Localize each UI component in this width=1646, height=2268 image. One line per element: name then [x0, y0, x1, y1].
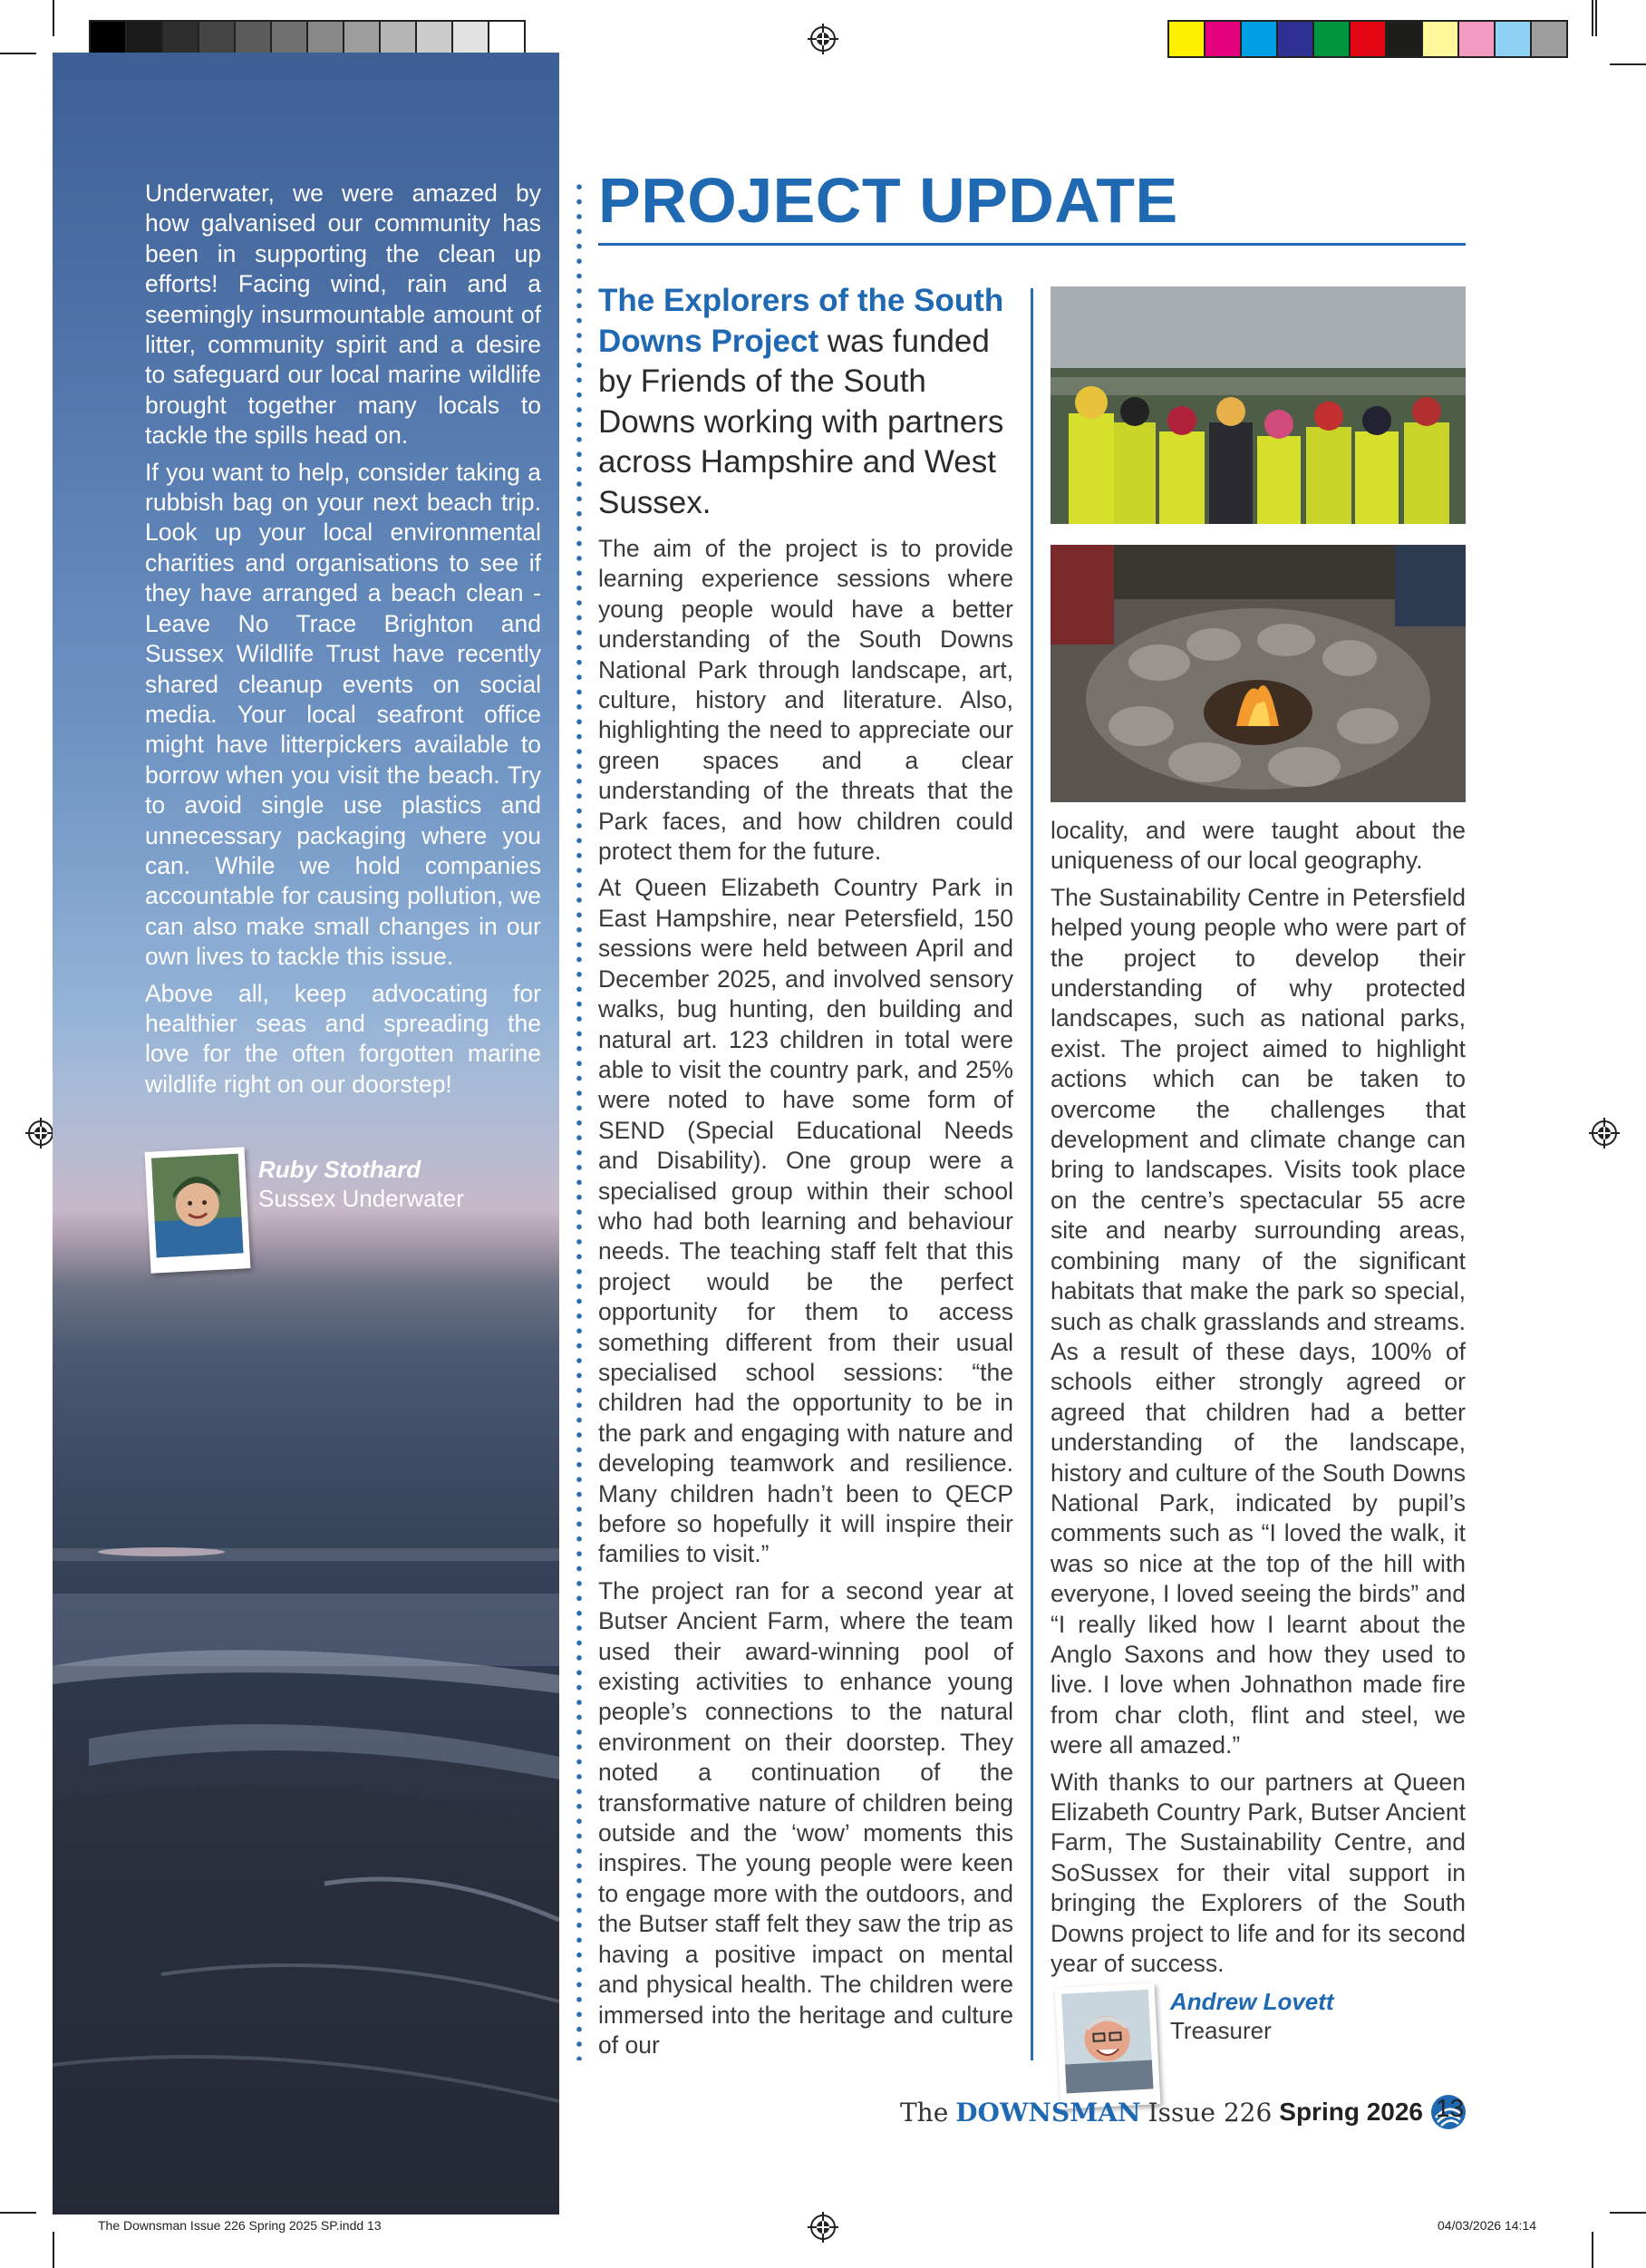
crop-mark-bl-h — [0, 2212, 36, 2214]
page-title: PROJECT UPDATE — [598, 165, 1178, 236]
crop-mark-tr-v2 — [1595, 0, 1597, 36]
color-swatch — [1240, 20, 1278, 58]
andrew-portrait-photo — [1061, 1990, 1154, 2094]
middle-column — [598, 281, 1013, 2067]
andrew-portrait-frame — [1055, 1983, 1161, 2110]
color-swatch — [1276, 20, 1314, 58]
body-paragraph: The project ran for a second year at Butser Ancient Farm, where the team used their award-winning pool of existing activities to enhance young people’s connections to the natural environment on their doorstep. They noted a continuation of the transformative nature of children being outside and the ‘wow’ moments this inspires. The young people were keen to engage more with the outdoors, and the Butser staff felt they saw the trip as having a positive impact on mental and physical health. The children were immersed into the heritage and culture of our — [598, 1576, 1013, 2059]
crop-mark-tr-h — [1610, 63, 1646, 65]
color-swatch — [1530, 20, 1568, 58]
registration-mark-right-icon — [1589, 1118, 1620, 1149]
page-footer — [900, 2094, 1467, 2130]
registration-mark-top-icon — [808, 24, 838, 54]
title-underline — [598, 243, 1466, 246]
ruby-author-role: Sussex Underwater — [258, 1185, 464, 1212]
color-swatch — [1204, 20, 1242, 58]
lead-paragraph — [598, 281, 1013, 523]
color-swatch — [1349, 20, 1387, 58]
color-swatch — [1167, 20, 1205, 58]
left-author-card — [148, 1149, 464, 1271]
right-column — [1051, 816, 1466, 2107]
page-number: 13 — [1436, 2094, 1465, 2122]
right-author-card — [1051, 1985, 1466, 2107]
body-paragraph: The aim of the project is to provide learning experience sessions where young people would have a better understanding of the South Downs National Park through landscape, art, culture, history and literature. Also, highlighting the need to appreciate our green spaces and a clear understanding of the threats that the Park faces, and how children could protect them for the future. — [598, 535, 1013, 866]
left-column-text — [145, 179, 541, 1106]
lead-highlight: The Explorers of the South Downs Project — [598, 283, 1004, 359]
crop-mark-br-v — [1592, 2232, 1593, 2268]
column-rule — [1031, 288, 1033, 2060]
color-swatch — [1312, 20, 1351, 58]
footer-brand: DOWNSMAN — [955, 2097, 1141, 2127]
body-paragraph: With thanks to our partners at Queen Elizabeth Country Park, Butser Ancient Farm, The Sustainability Centre, and SoSussex for their vital support in bringing the Explorers of the South Downs project to life and for its second year of success. — [1051, 1768, 1466, 1978]
crop-mark-bl-v — [53, 2232, 54, 2268]
left-paragraph: If you want to help, consider taking a rubbish bag on your next beach trip. Look up your local environmental charities and organisations to see if they have arranged a beach clean - Leave No Trace Brighton and Sussex Wildlife Trust have recently shared cleanup events on social media. Your local seafront office might have litterpickers available to borrow when you visit the beach. Try to avoid single use plastics and unnecessary packaging where you can. While we hold companies accountable for causing pollution, we can also make small changes in our own lives to tackle this issue. — [145, 458, 541, 971]
dotted-column-divider — [576, 179, 582, 2060]
campfire-photo — [1051, 545, 1466, 802]
slug-filename: The Downsman Issue 226 Spring 2025 SP.indd 13 — [98, 2218, 382, 2233]
color-swatch — [1494, 20, 1532, 58]
ruby-portrait-frame — [145, 1147, 251, 1274]
ruby-portrait-photo — [151, 1154, 244, 1258]
process-color-bar — [1167, 20, 1566, 58]
lead-rest: was funded by Friends of the South Downs working with partners across Hampshire and West Sussex. — [598, 323, 1004, 520]
body-paragraph: At Queen Elizabeth Country Park in East Hampshire, near Petersfield, 150 sessions were held between April and December 2025, and involved sensory walks, bug hunting, den building and natural art. 123 children in total were able to visit the country park, and 25% were noted to have some form of SEND (Special Educational Needs and Disability). One group were a specialised group within their school who had both learning and behaviour needs. The teaching staff felt that this project would be the perfect opportunity for them to access something different from their usual specialised school sessions: “the children had the opportunity to be in the park and engaging with nature and developing teamwork and resilience. Many children hadn’t been to QECP before so hopefully it will inspire their families to visit.” — [598, 874, 1013, 1568]
andrew-author-role: Treasurer — [1170, 2017, 1272, 2045]
registration-mark-left-icon — [25, 1118, 56, 1149]
crop-mark-br-h — [1610, 2212, 1646, 2214]
body-paragraph: locality, and were taught about the uniqueness of our local geography. — [1051, 817, 1466, 875]
footer-season: Spring 2026 — [1279, 2098, 1423, 2126]
andrew-author-name: Andrew Lovett — [1170, 1988, 1334, 2016]
crop-mark-tl-h — [0, 53, 36, 54]
footer-the: The — [899, 2097, 949, 2127]
color-swatch — [1421, 20, 1459, 58]
left-paragraph: Above all, keep advocating for healthier seas and spreading the love for the often forgotten marine wildlife right on our doorstep! — [145, 979, 541, 1098]
color-swatch — [1457, 20, 1496, 58]
group-hike-photo — [1051, 286, 1466, 524]
ruby-author-name: Ruby Stothard — [258, 1156, 421, 1183]
footer-issue: Issue 226 — [1147, 2097, 1273, 2127]
crop-mark-tr-v — [1592, 0, 1593, 36]
color-swatch — [1385, 20, 1423, 58]
crop-mark-tl-v — [53, 0, 54, 36]
slug-timestamp: 04/03/2026 14:14 — [1438, 2218, 1536, 2233]
registration-mark-bottom-icon — [808, 2212, 838, 2243]
body-paragraph: The Sustainability Centre in Petersfield helped young people who were part of the project to develop their understanding of why protected landscapes, such as national parks, exist. The project aimed to highlight actions which can be taken to overcome the challenges that development and climate change can bring to landscapes. Visits took place on the centre’s spectacular 55 acre site and nearby surrounding areas, combining many of the significant habitats that make the park so special, such as chalk grasslands and streams. As a result of these days, 100% of schools either strongly agreed or agreed that children had a better understanding of the landscape, history and culture of the South Downs National Park, indicated by pupil’s comments such as “I loved the walk, it was so nice at the top of the hill with everyone, I loved seeing the birds” and “I really liked how I learnt about the Anglo Saxons and how they used to live. I love when Johnathon made fire from char cloth, flint and steel, we were all amazed.” — [1051, 883, 1466, 1759]
left-paragraph: Underwater, we were amazed by how galvanised our community has been in supporting the clean up efforts! Facing wind, rain and a seemingly insurmountable amount of litter, community spirit and a desire to safeguard our local marine wildlife brought together many locals to tackle the spills head on. — [145, 179, 541, 450]
